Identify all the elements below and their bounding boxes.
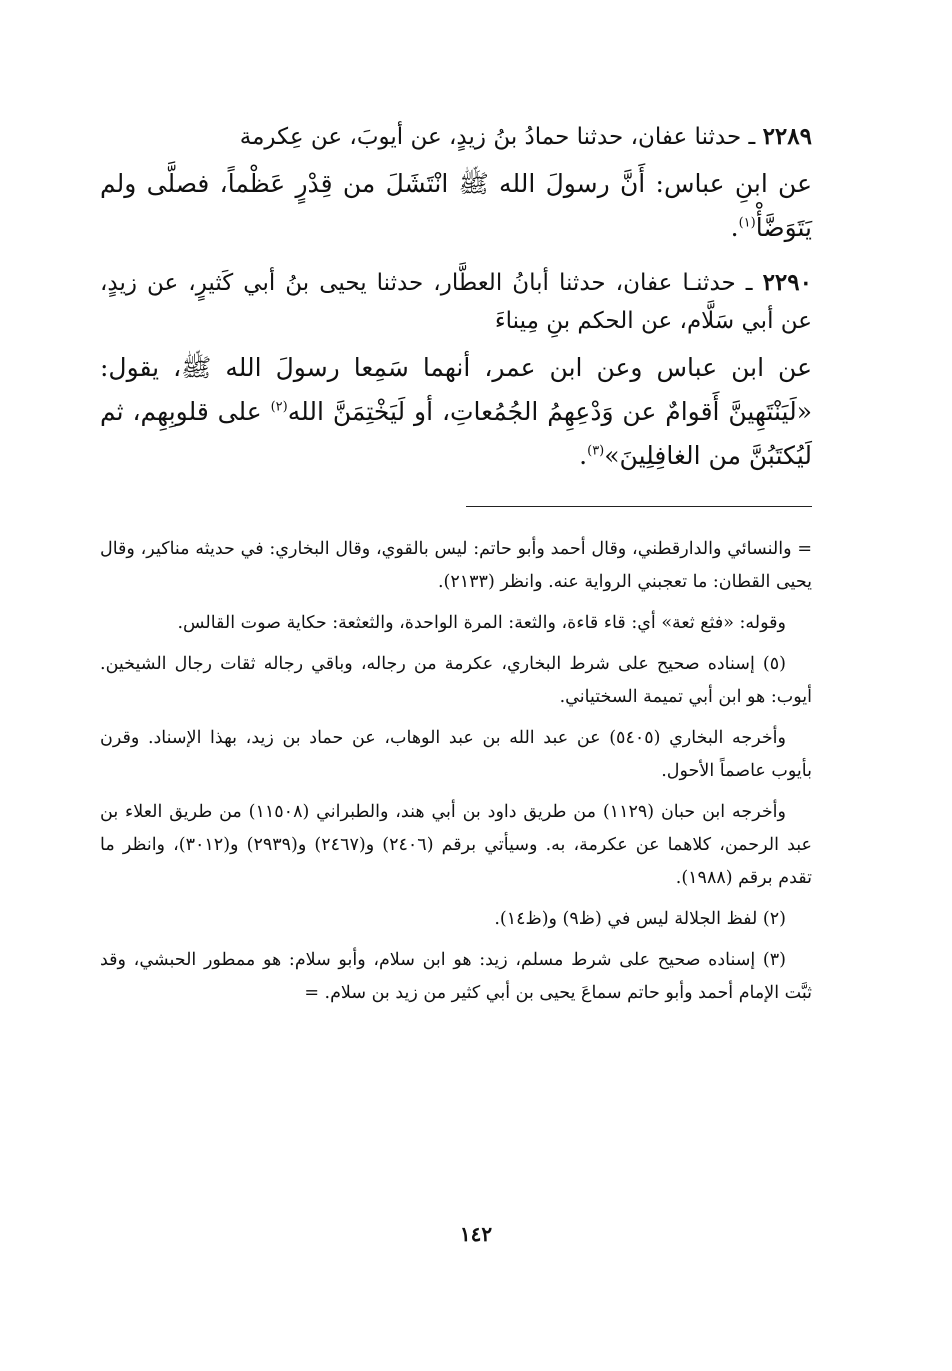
hadith-matn [100,162,812,250]
footnote-paragraph: (٢) لفظ الجلالة ليس في (ظ٩) و(ظ١٤). [494,909,786,929]
footnotes [100,533,812,1010]
footnote-separator [466,506,812,507]
footnote-paragraph: وقوله: «فثع ثعة» أي: قاء قاءة، والثعة: المرة الواحدة، والثعثعة: حكاية صوت القالس. [177,613,786,633]
footnote-ref[interactable]: (١) [738,215,756,231]
hadith-number: ٢٢٨٩ [762,123,812,150]
page-number: ١٤٢ [459,1222,493,1246]
hadith-number: ٢٢٩٠ [762,269,812,296]
footnote-paragraph: (٣) إسناده صحيح على شرط مسلم، زيد: هو ابن سلام، وأبو سلام: هو ممطور الحبشي، وقد ثبَّت الإمام أحمد وأبو حاتم سماعَ يحيى بن أبي كثير من زيد بن سلام. = [100,950,812,1003]
page-content [100,118,812,1018]
hadith-2289 [100,118,812,250]
footnote-paragraph: = والنسائي والدارقطني، وقال أحمد وأبو حاتم: ليس بالقوي، وقال البخاري: في حديثه مناكير، وقال يحيى القطان: ما تعجبني الرواية عنه. وانظر (٢١٣٣). [100,539,812,592]
hadith-isnad [100,264,812,340]
hadith-isnad [100,118,812,156]
matn-text-middle: على قلوبِهِم، ثم لَيُكتَبُنَّ من الغافِلِينَ» [100,397,812,470]
dash: ـ [741,124,756,150]
matn-text: عن ابنِ عباس: أَنَّ رسولَ الله ﷺ انْتَشَلَ من قِدْرٍ عَظْماً، فصلَّى ولم يَتَوَضَّأْ [100,169,812,242]
dash: ـ [735,270,753,296]
matn-text: عن ابن عباس وعن ابن عمر، أنهما سَمِعا رسولَ الله ﷺ، يقول: «لَيَنْتَهِينَّ أَقوامٌ عن وَدْعِهِمُ الجُمُعاتِ، أو لَيَخْتِمَنَّ الله [100,353,812,426]
footnote-ref[interactable]: (٣) [587,443,605,459]
hadith-matn [100,346,812,478]
footnote-paragraph: وأخرجه ابن حبان (١١٢٩) من طريق داود بن أبي هند، والطبراني (١١٥٠٨) من طريق العلاء بن عبد الرحمن، كلاهما عن عكرمة، به. وسيأتي برقم (٢٤٠٦) و(٢٤٦٧) و(٢٩٣٩) و(٣٠١٢)، وانظر ما تقدم برقم (١٩٨٨). [100,802,812,888]
footnote-paragraph: (٥) إسناده صحيح على شرط البخاري، عكرمة من رجاله، وباقي رجاله ثقات رجال الشيخين. أيوب: هو ابن أبي تميمة السختياني. [100,654,812,707]
matn-end: . [579,441,588,470]
matn-end: . [730,213,739,242]
isnad-text: حدثنـا عفان، حدثنا أبانُ العطَّار، حدثنا يحيى بنُ أبي كَثيرٍ، عن زيدٍ، عن أبي سَلَّام، عن الحكم بنِ مِيناءَ [100,270,812,334]
hadith-2290 [100,264,812,478]
footnote-paragraph: وأخرجه البخاري (٥٤٠٥) عن عبد الله بن عبد الوهاب، عن حماد بن زيد، بهذا الإسناد. وقرن بأيوب عاصماً الأحول. [100,728,812,781]
footnote-ref[interactable]: (٢) [270,399,288,415]
isnad-text: حدثنا عفان، حدثنا حمادُ بنُ زيدٍ، عن أيوبَ، عن عِكرمة [239,124,742,150]
